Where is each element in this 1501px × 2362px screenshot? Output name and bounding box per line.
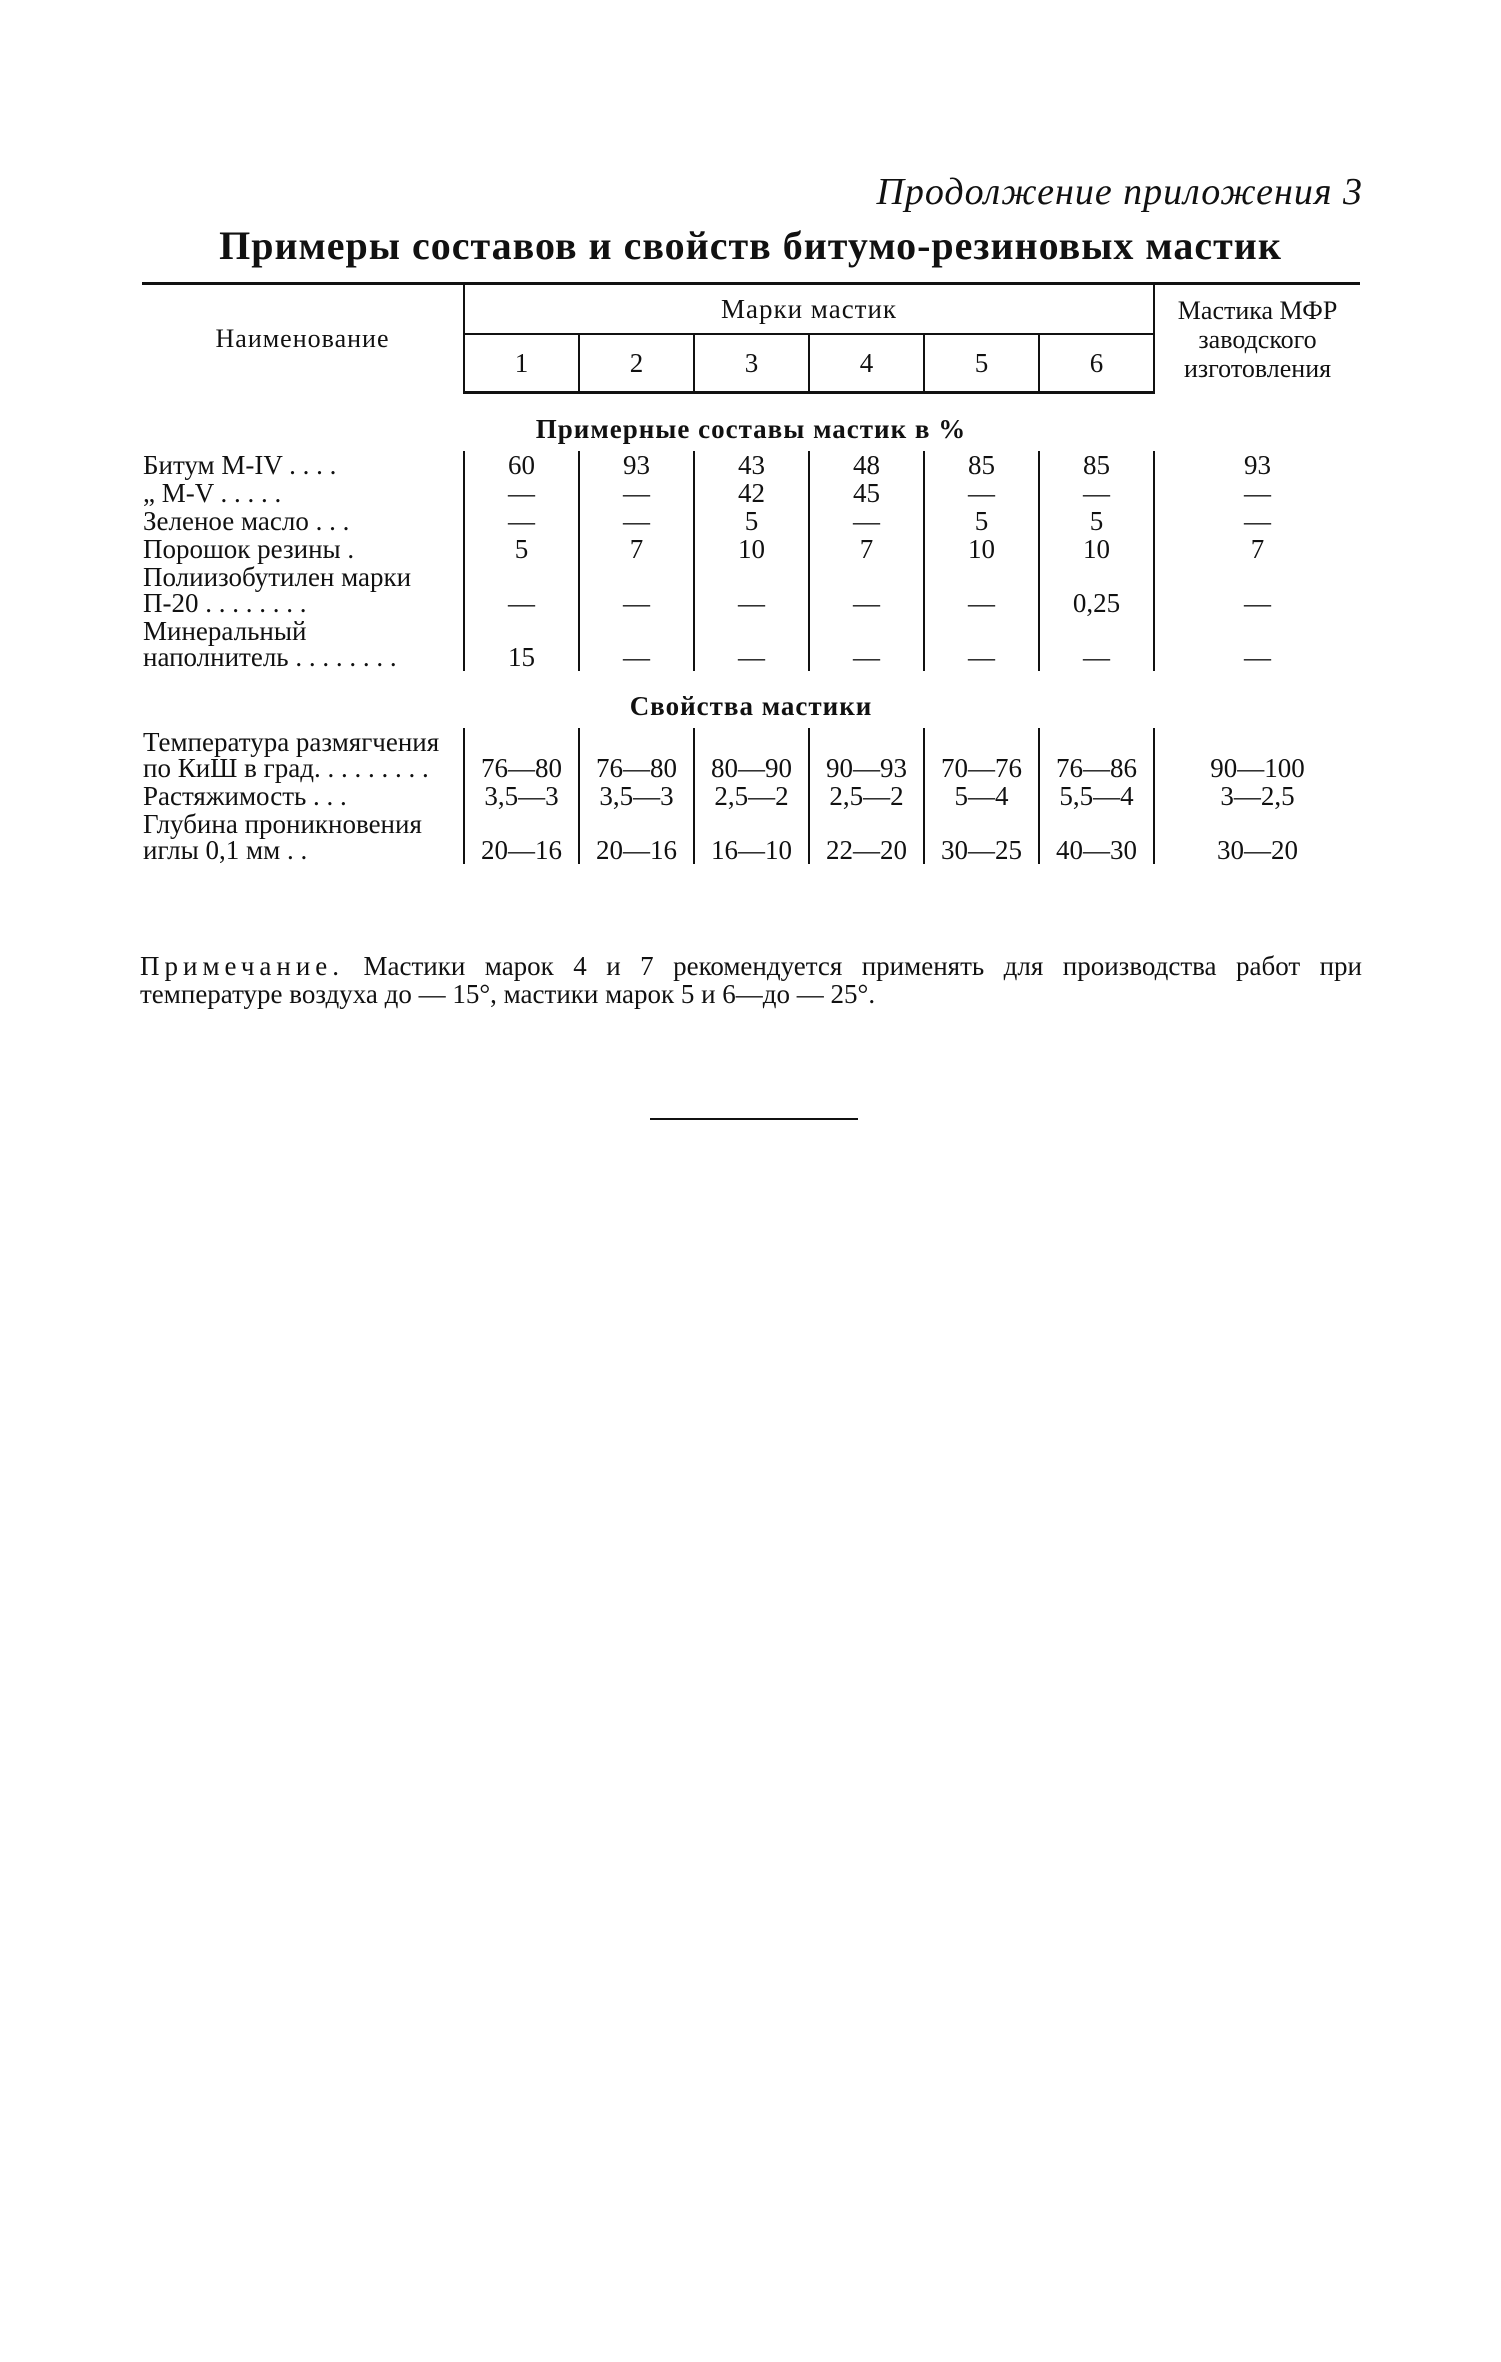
cell-value: 5 (464, 535, 579, 563)
row-name: Растяжимость . . . (143, 781, 347, 811)
header-brand-1: 1 (464, 334, 579, 393)
cell-value: 5 (924, 507, 1039, 535)
row-name: Полиизобутилен марки П-20 . . . . . . . . (143, 562, 412, 618)
cell-value: 22—20 (809, 810, 924, 864)
cell-value: 76—80 (464, 728, 579, 782)
cell-value: 45 (809, 479, 924, 507)
footnote (140, 952, 1362, 1008)
cell-value: 43 (694, 451, 809, 479)
table-row (142, 451, 1360, 479)
cell-value: 5,5—4 (1039, 782, 1154, 810)
mastics-table (142, 282, 1360, 864)
cell-value: 5—4 (924, 782, 1039, 810)
cell-value: 3—2,5 (1154, 782, 1360, 810)
cell-value: 10 (1039, 535, 1154, 563)
row-name: Минеральный наполнитель . . . . . . . . (143, 616, 397, 672)
cell-value: — (464, 479, 579, 507)
cell-value: 76—86 (1039, 728, 1154, 782)
table-row (142, 535, 1360, 563)
cell-value: — (809, 563, 924, 617)
row-name: Порошок резины . (143, 534, 355, 564)
cell-value: — (1039, 479, 1154, 507)
header-brands-group: Марки мастик (464, 284, 1154, 335)
cell-value: — (1154, 563, 1360, 617)
row-name: Зеленое масло . . . (143, 506, 350, 536)
cell-value: 16—10 (694, 810, 809, 864)
page-title: Примеры составов и свойств битумо-резиновых мастик (219, 223, 1282, 268)
cell-value: — (924, 617, 1039, 671)
cell-value: 10 (924, 535, 1039, 563)
end-divider (650, 1118, 858, 1120)
cell-value: 85 (1039, 451, 1154, 479)
row-name: Глубина проникновения иглы 0,1 мм . . (143, 809, 422, 865)
cell-value: 48 (809, 451, 924, 479)
table-row (142, 563, 1360, 617)
cell-value: 93 (579, 451, 694, 479)
cell-value: — (1039, 617, 1154, 671)
cell-value: — (579, 617, 694, 671)
footnote-label: Примечание. (140, 951, 345, 981)
cell-value: 30—20 (1154, 810, 1360, 864)
cell-value: 10 (694, 535, 809, 563)
cell-value: — (809, 617, 924, 671)
table-row (142, 810, 1360, 864)
cell-value: 5 (1039, 507, 1154, 535)
header-brand-5: 5 (924, 334, 1039, 393)
cell-value: — (1154, 479, 1360, 507)
footnote-text: Мастики марок 4 и 7 рекомендуется применять для производства работ при температуре воздуха до — 15°, мастики марок 5 и 6—до — 25°. (140, 951, 1363, 1009)
cell-value: — (464, 507, 579, 535)
cell-value: — (579, 507, 694, 535)
cell-value: — (924, 479, 1039, 507)
cell-value: — (1154, 617, 1360, 671)
cell-value: 70—76 (924, 728, 1039, 782)
cell-value: — (694, 617, 809, 671)
row-name: Температура размягчения по КиШ в град. . . . . . . . . (143, 727, 440, 783)
cell-value: — (464, 563, 579, 617)
header-brand-2: 2 (579, 334, 694, 393)
cell-value: 3,5—3 (464, 782, 579, 810)
section-compositions-title: Примерные составы мастик в % (535, 414, 967, 444)
cell-value: 80—90 (694, 728, 809, 782)
cell-value: 20—16 (579, 810, 694, 864)
cell-value: 5 (694, 507, 809, 535)
cell-value: — (579, 563, 694, 617)
cell-value: — (1154, 507, 1360, 535)
table-row (142, 479, 1360, 507)
cell-value: 3,5—3 (579, 782, 694, 810)
cell-value: 90—100 (1154, 728, 1360, 782)
section-properties-title: Свойства мастики (629, 691, 873, 721)
cell-value: — (809, 507, 924, 535)
header-brand-3: 3 (694, 334, 809, 393)
cell-value: 15 (464, 617, 579, 671)
cell-value: 2,5—2 (694, 782, 809, 810)
cell-value: 85 (924, 451, 1039, 479)
cell-value: 42 (694, 479, 809, 507)
cell-value: 20—16 (464, 810, 579, 864)
table-row (142, 507, 1360, 535)
table-row (142, 617, 1360, 671)
cell-value: 90—93 (809, 728, 924, 782)
cell-value: — (924, 563, 1039, 617)
cell-value: 2,5—2 (809, 782, 924, 810)
continuation-note: Продолжение приложения 3 (876, 171, 1363, 213)
table-row (142, 728, 1360, 782)
row-name: Битум М-IV . . . . (143, 450, 337, 480)
cell-value: 60 (464, 451, 579, 479)
row-name: „ М-V . . . . . (143, 478, 282, 508)
cell-value: 7 (579, 535, 694, 563)
header-brand-4: 4 (809, 334, 924, 393)
cell-value: — (694, 563, 809, 617)
cell-value: 0,25 (1039, 563, 1154, 617)
table-row (142, 782, 1360, 810)
header-mfr: Мастика МФР заводского изготовления (1154, 284, 1360, 393)
cell-value: — (579, 479, 694, 507)
cell-value: 30—25 (924, 810, 1039, 864)
cell-value: 7 (809, 535, 924, 563)
cell-value: 93 (1154, 451, 1360, 479)
cell-value: 76—80 (579, 728, 694, 782)
cell-value: 7 (1154, 535, 1360, 563)
header-brand-6: 6 (1039, 334, 1154, 393)
header-name: Наименование (142, 284, 464, 393)
cell-value: 40—30 (1039, 810, 1154, 864)
